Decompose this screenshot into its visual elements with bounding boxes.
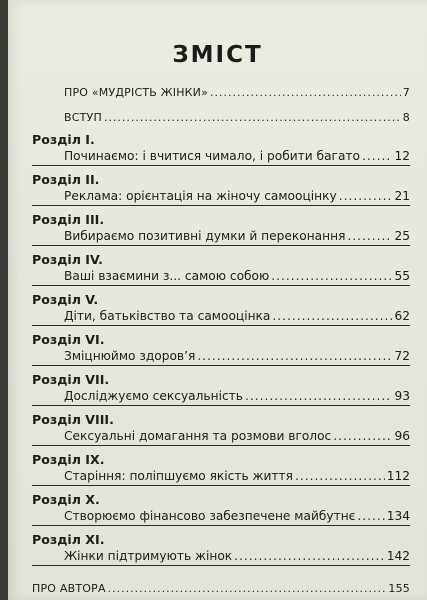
leader-dots: [271, 268, 392, 285]
toc-entry-title: Діти, батьківство та самооцінка: [64, 309, 271, 323]
leader-dots: [104, 109, 401, 126]
toc-chapter-7[interactable]: [32, 388, 410, 406]
leader-dots: [347, 228, 392, 245]
page-title: ЗМІСТ: [172, 42, 263, 68]
toc-chapter-1[interactable]: [32, 148, 410, 166]
toc-entry-page: 12: [394, 149, 410, 163]
toc-entry-page: 112: [386, 469, 410, 483]
chapter-heading: Розділ IX.: [32, 452, 105, 467]
toc-chapter-2[interactable]: [32, 188, 410, 206]
toc-entry-title: Вибираємо позитивні думки й переконання: [64, 229, 346, 243]
chapter-heading: Розділ III.: [32, 212, 105, 227]
leader-dots: [357, 508, 384, 525]
chapter-heading: Розділ VII.: [32, 372, 110, 387]
chapter-heading: Розділ II.: [32, 172, 100, 187]
toc-entry-title: Створюємо фінансово забезпечене майбутнє: [64, 509, 356, 523]
toc-chapter-6[interactable]: [32, 348, 410, 366]
toc-entry-page: 62: [394, 309, 410, 323]
toc-entry-title: Зміцнюймо здоров’я: [64, 349, 196, 363]
leader-dots: [295, 468, 385, 485]
toc-entry-page: 155: [388, 582, 410, 595]
toc-entry-page: 7: [402, 86, 410, 99]
toc-chapter-5[interactable]: [32, 308, 410, 326]
leader-dots: [108, 580, 387, 597]
book-page: [8, 0, 427, 600]
toc-entry-page: 134: [386, 509, 410, 523]
toc-entry-page: 21: [394, 189, 410, 203]
chapter-heading: Розділ VIII.: [32, 412, 114, 427]
toc-chapter-11[interactable]: [32, 548, 410, 566]
chapter-heading: Розділ X.: [32, 492, 100, 507]
leader-dots: [333, 428, 392, 445]
toc-entry-page: 25: [394, 229, 410, 243]
leader-dots: [245, 388, 393, 405]
toc-entry-title: Реклама: орієнтація на жіночу самооцінку: [64, 189, 337, 203]
toc-entry-title: Сексуальні домагання та розмови вголос: [64, 429, 332, 443]
toc-entry-title: ПРО «МУДРІСТЬ ЖІНКИ»: [64, 86, 209, 99]
toc-chapter-4[interactable]: [32, 268, 410, 286]
leader-dots: [197, 348, 392, 365]
toc-about-author[interactable]: [32, 580, 410, 597]
toc-intro-preface[interactable]: [32, 109, 410, 126]
toc-chapter-9[interactable]: [32, 468, 410, 486]
chapter-heading: Розділ VI.: [32, 332, 105, 347]
toc-entry-page: 93: [394, 389, 410, 403]
toc-chapter-8[interactable]: [32, 428, 410, 446]
toc-entry-title: ПРО АВТОРА: [32, 582, 106, 595]
leader-dots: [234, 548, 385, 565]
chapter-heading: Розділ V.: [32, 292, 99, 307]
toc-entry-page: 72: [394, 349, 410, 363]
leader-dots: [362, 148, 393, 165]
toc-entry-title: Старіння: поліпшуємо якість життя: [64, 469, 293, 483]
toc-entry-title: Досліджуємо сексуальність: [64, 389, 243, 403]
leader-dots: [339, 188, 393, 205]
toc-entry-title: ВСТУП: [64, 111, 102, 124]
leader-dots: [272, 308, 392, 325]
chapter-heading: Розділ IV.: [32, 252, 103, 267]
toc-entry-page: 96: [394, 429, 410, 443]
toc-entry-page: 142: [386, 549, 410, 563]
toc-chapter-10[interactable]: [32, 508, 410, 526]
toc-entry-title: Ваші взаємини з... самою собою: [64, 269, 270, 283]
chapter-heading: Розділ XI.: [32, 532, 105, 547]
table-of-contents: [32, 84, 410, 597]
toc-entry-title: Починаємо: і вчитися чимало, і робити багато: [64, 149, 360, 163]
toc-intro-about[interactable]: [32, 84, 410, 101]
chapter-heading: Розділ І.: [32, 132, 95, 147]
leader-dots: [210, 84, 401, 101]
toc-entry-page: 55: [394, 269, 410, 283]
toc-entry-page: 8: [402, 111, 410, 124]
toc-chapter-3[interactable]: [32, 228, 410, 246]
toc-entry-title: Жінки підтримують жінок: [64, 549, 233, 563]
